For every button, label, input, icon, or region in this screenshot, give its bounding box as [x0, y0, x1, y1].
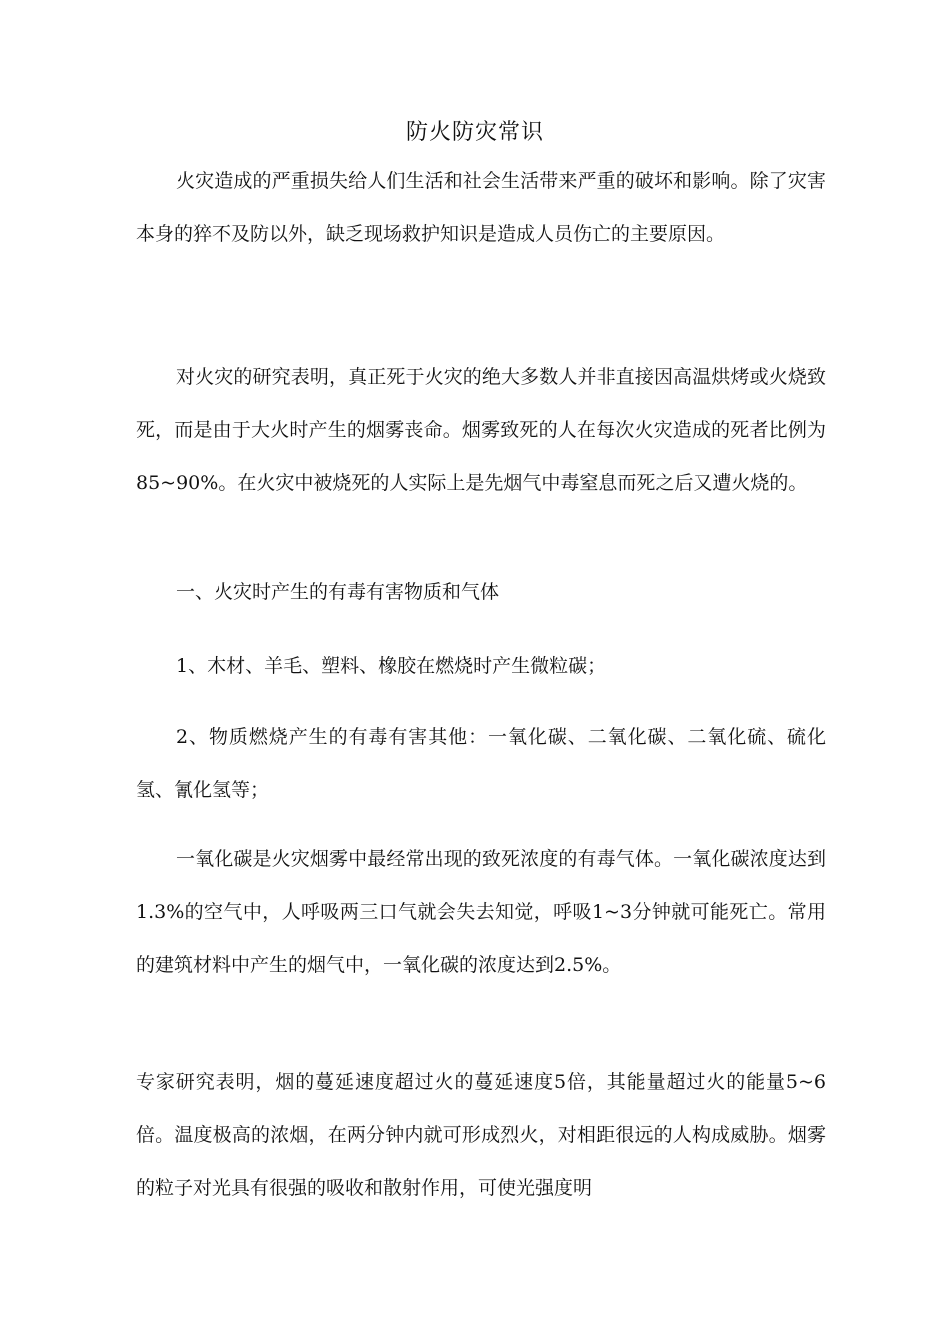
- list-item-1: 1、木材、羊毛、塑料、橡胶在燃烧时产生微粒碳；: [176, 655, 607, 677]
- document-title: 防火防灾常识: [405, 120, 544, 145]
- section-heading-toxic-gases: 一、火灾时产生的有毒有害物质和气体: [176, 581, 500, 603]
- paragraph-carbon-monoxide: 一氧化碳是火灾烟雾中最经常出现的致死浓度的有毒气体。一氧化碳浓度达到1.3%的空气中，人呼吸两三口气就会失去知觉，呼吸1~3分钟就可能死亡。常用的建筑材料中产生的烟气中，一氧化碳的浓度达到2.5%。: [136, 848, 826, 976]
- paragraph-fire-losses: 火灾造成的严重损失给人们生活和社会生活带来严重的破坏和影响。除了灾害本身的猝不及防以外，缺乏现场救护知识是造成人员伤亡的主要原因。: [136, 170, 826, 245]
- paragraph-smoke-spread: 专家研究表明，烟的蔓延速度超过火的蔓延速度5倍，其能量超过火的能量5~6倍。温度极高的浓烟，在两分钟内就可形成烈火，对相距很远的人构成威胁。烟雾的粒子对光具有很强的吸收和散射作用，可使光强度明: [136, 1071, 826, 1199]
- list-item-2: 2、物质燃烧产生的有毒有害其他：一氧化碳、二氧化碳、二氧化硫、硫化氢、氰化氢等；: [136, 726, 826, 801]
- paragraph-smoke-deaths: 对火灾的研究表明，真正死于火灾的绝大多数人并非直接因高温烘烤或火烧致死，而是由于大火时产生的烟雾丧命。烟雾致死的人在每次火灾造成的死者比例为85~90%。在火灾中被烧死的人实际上是先烟气中毒窒息而死之后又遭火烧的。: [136, 366, 826, 494]
